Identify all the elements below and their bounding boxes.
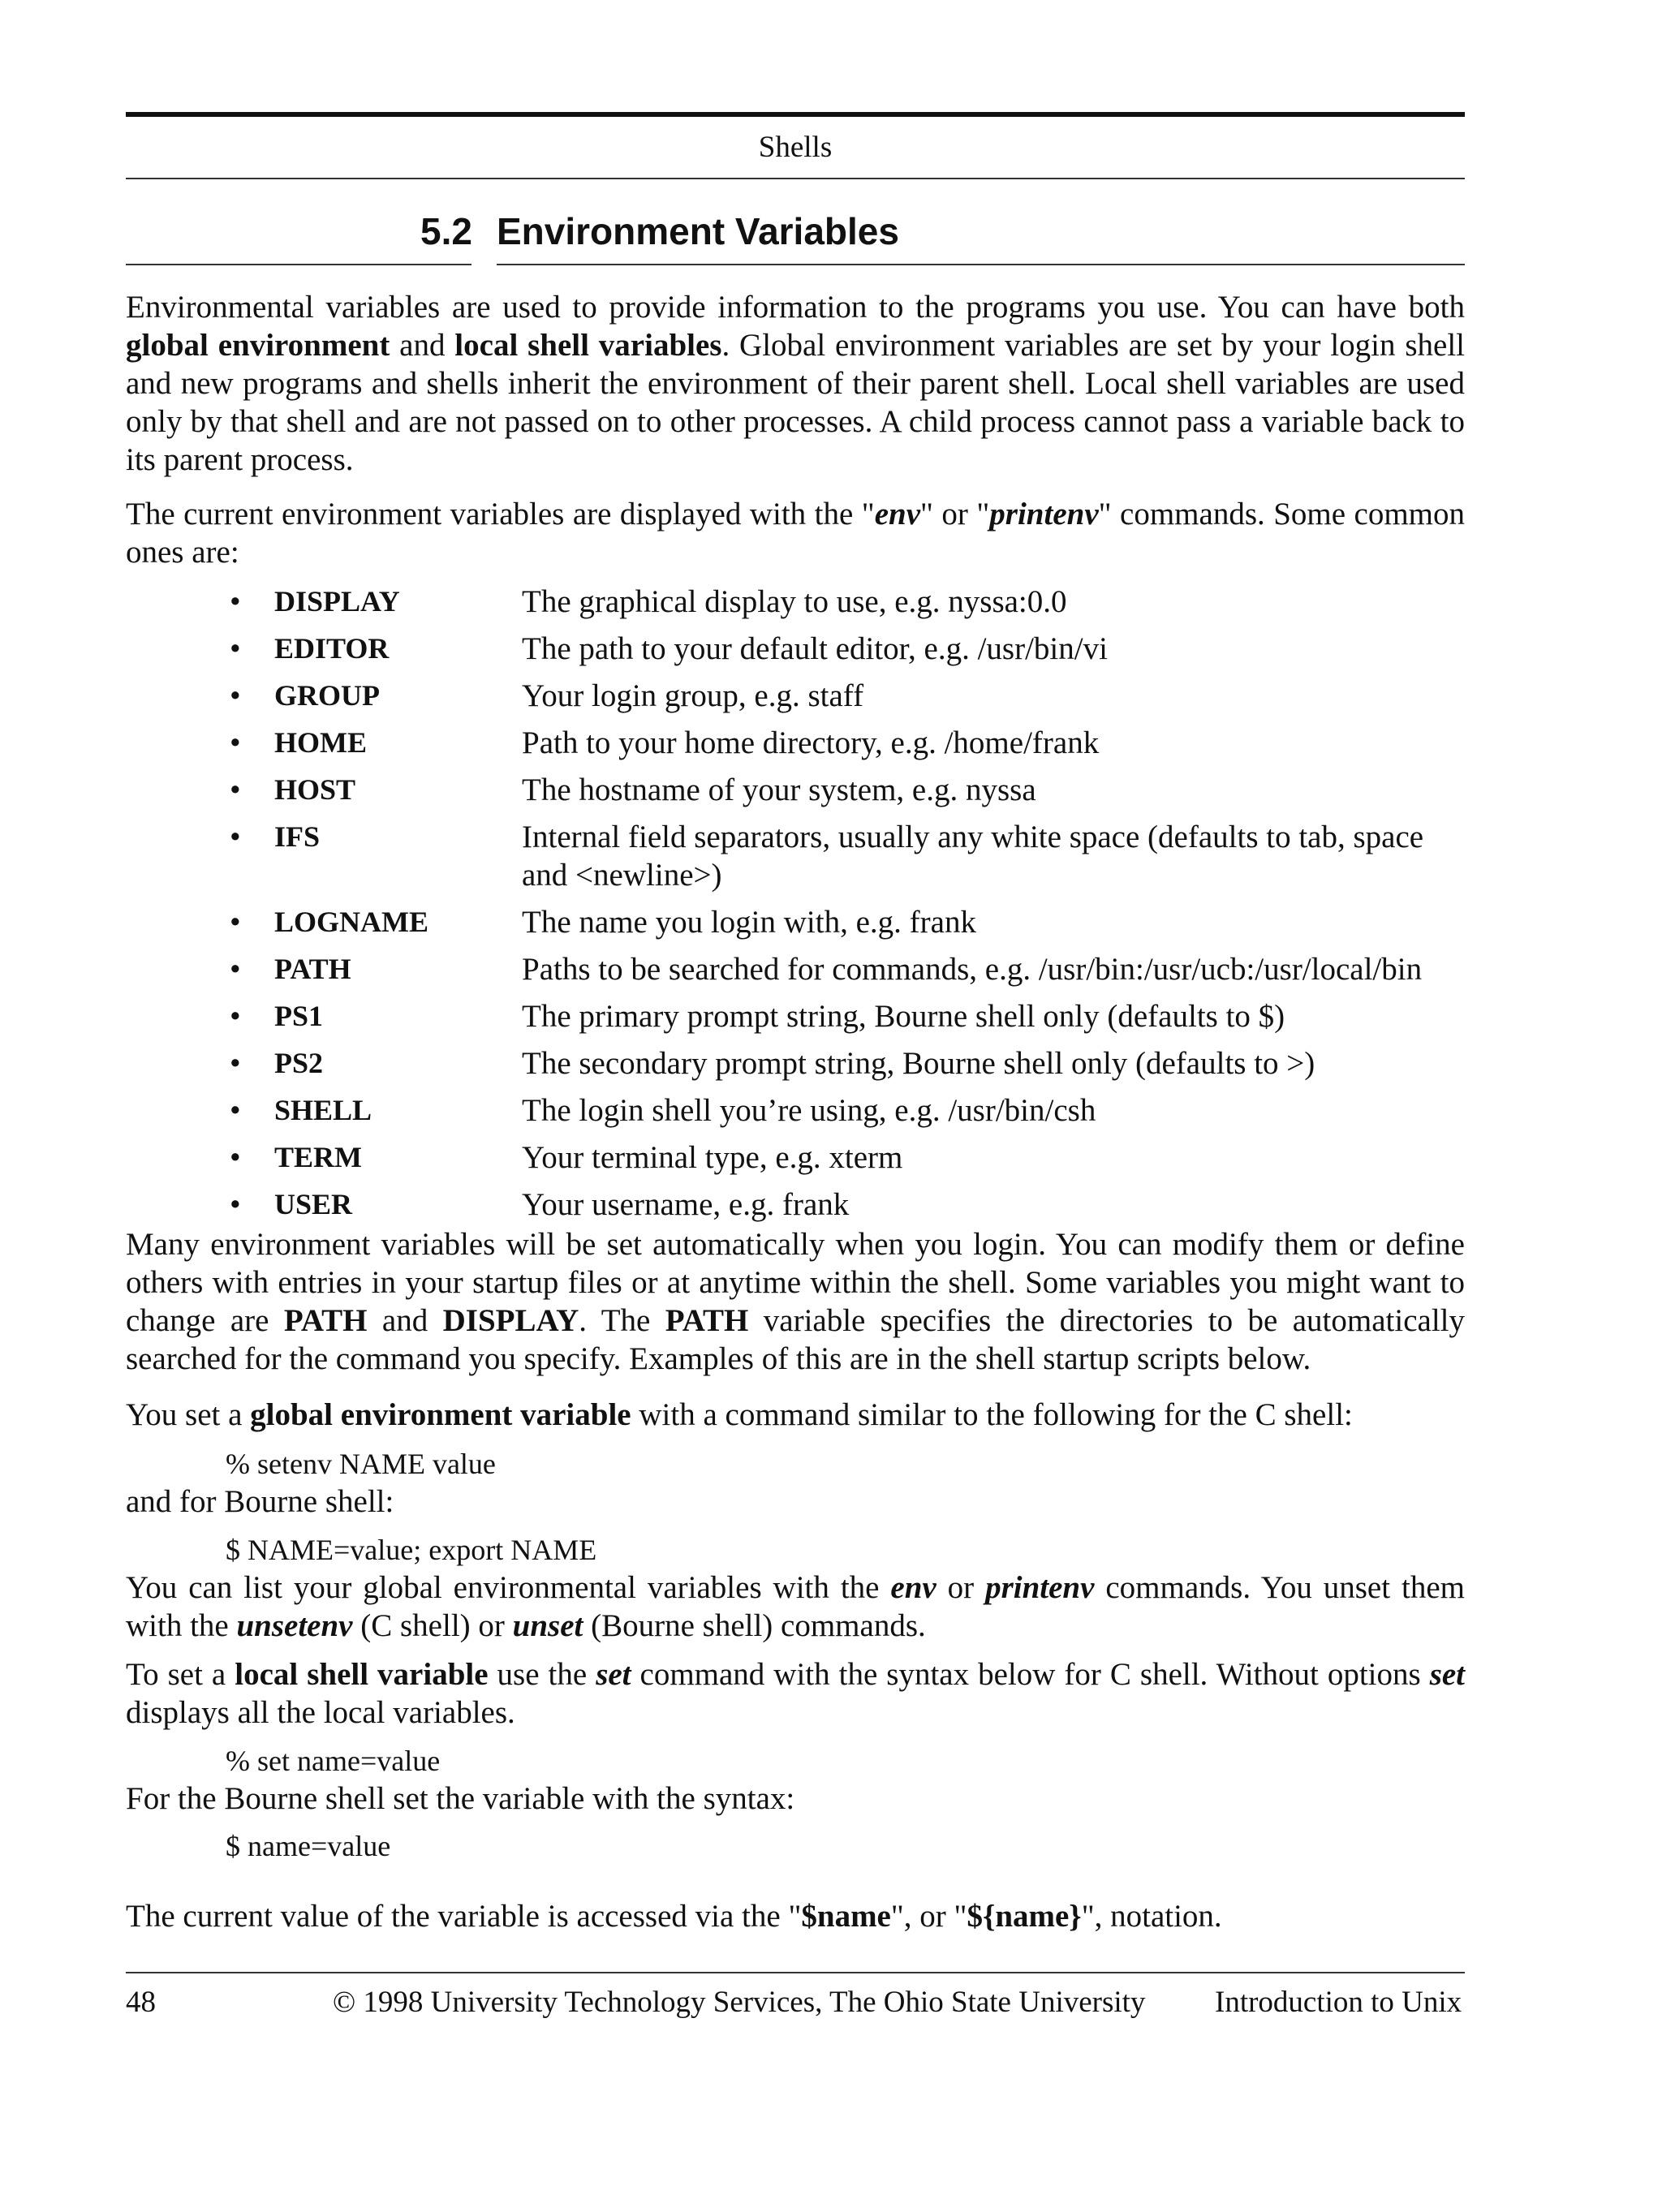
variable-description: Your username, e.g. frank [522, 1187, 850, 1222]
display-paragraph: The current environment variables are displayed with the "env" or "printenv" commands. Some common ones are: [126, 497, 1466, 570]
many-paragraph: Many environment variables will be set automatically when you login. You can modify them or define others with entries in your startup files or at anytime within the shell. Some variables you might want to change are PATH and DISPLAY. The PATH variable specifies the directories to be automatically searched for the command you specify. Examples of this are in the shell startup scripts below. [126, 1227, 1466, 1376]
variable-name: IFS [274, 820, 321, 853]
page-number: 48 [126, 1986, 156, 2019]
bullet: • [230, 725, 241, 760]
bourne-set-label: For the Bourne shell set the variable with the syntax: [126, 1781, 795, 1816]
bullet: • [230, 678, 241, 713]
bullet: • [230, 905, 241, 940]
variable-name: PS1 [274, 1000, 324, 1032]
bullet: • [230, 1140, 241, 1175]
list-item [126, 771, 1465, 809]
variable-name: EDITOR [274, 632, 390, 665]
list-item [126, 583, 1465, 621]
list-item [126, 950, 1465, 988]
variable-description: The graphical display to use, e.g. nyssa:0.0 [522, 584, 1067, 619]
code-export: $ NAME=value; export NAME [226, 1534, 597, 1566]
bullet: • [230, 1093, 241, 1128]
intro-paragraph: Environmental variables are used to provide information to the programs you use. You can have both global environment and local shell variables. Global environment variables are set by your login shell and new programs and shells inherit the environment of their parent shell. Local shell variables are used only by that shell and are not passed on to other processes. A child process cannot pass a variable back to its parent process. [126, 290, 1466, 477]
section-number: 5.2 [420, 210, 472, 252]
bourne-label: and for Bourne shell: [126, 1484, 394, 1519]
header-rule [126, 112, 1465, 117]
variable-name: LOGNAME [274, 906, 429, 938]
list-item [126, 1138, 1465, 1177]
variable-name: DISPLAY [274, 585, 400, 618]
variable-name: PS2 [274, 1047, 324, 1079]
global-paragraph: You set a global environment variable with a command similar to the following for the C shell: [126, 1397, 1353, 1432]
variable-description: Your terminal type, e.g. xterm [522, 1140, 903, 1175]
variable-name: TERM [274, 1141, 362, 1173]
bullet: • [230, 772, 241, 807]
bullet: • [230, 952, 241, 987]
bullet: • [230, 999, 241, 1034]
heading-rule-right [497, 264, 1465, 265]
variable-description: The path to your default editor, e.g. /usr/bin/vi [522, 631, 1108, 666]
variable-description: The hostname of your system, e.g. nyssa [522, 772, 1036, 807]
variable-description: Paths to be searched for commands, e.g. /usr/bin:/usr/ucb:/usr/local/bin [522, 952, 1423, 987]
list-item [126, 724, 1465, 762]
access-paragraph: The current value of the variable is accessed via the "$name", or "${name}", notation. [126, 1899, 1222, 1934]
bullet: • [230, 820, 241, 854]
variable-description: The login shell you’re using, e.g. /usr/bin/csh [522, 1093, 1096, 1128]
variable-description: Path to your home directory, e.g. /home/frank [522, 725, 1100, 760]
footer-divider [126, 1972, 1465, 1973]
variable-name: SHELL [274, 1094, 372, 1126]
book-title: Introduction to Unix [1215, 1986, 1462, 2019]
code-setenv: % setenv NAME value [226, 1448, 496, 1480]
code-assign: $ name=value [226, 1830, 391, 1862]
list-item [126, 1186, 1465, 1224]
list-item [126, 1044, 1465, 1082]
list-item [126, 630, 1465, 668]
bullet: • [230, 1187, 241, 1222]
variable-name: PATH [274, 953, 351, 985]
list-item [126, 1091, 1465, 1130]
list-item [126, 818, 1465, 894]
variable-name: USER [274, 1188, 353, 1220]
variable-list [126, 583, 1465, 1233]
variable-name: HOST [274, 773, 356, 806]
variable-name: HOME [274, 726, 367, 759]
variable-description: The name you login with, e.g. frank [522, 905, 976, 940]
header-divider [126, 178, 1465, 179]
running-head: Shells [758, 131, 833, 164]
code-set: % set name=value [226, 1745, 441, 1777]
list-item [126, 997, 1465, 1035]
bullet: • [230, 631, 241, 666]
variable-description: The primary prompt string, Bourne shell only (defaults to $) [522, 999, 1285, 1034]
list-paragraph: You can list your global environmental variables with the env or printenv commands. You unset them with the unsetenv (C shell) or unset (Bourne shell) commands. [126, 1570, 1465, 1643]
local-paragraph: To set a local shell variable use the set command with the syntax below for C shell. Without options set displays all the local variables. [126, 1657, 1466, 1730]
copyright: © 1998 University Technology Services, The Ohio State University [333, 1986, 1146, 2019]
variable-name: GROUP [274, 679, 380, 712]
list-item [126, 903, 1465, 941]
variable-description: Internal field separators, usually any white space (defaults to tab, space and <newline>) [522, 820, 1424, 893]
bullet: • [230, 1046, 241, 1081]
bullet: • [230, 584, 241, 619]
list-item [126, 677, 1465, 715]
heading-rule-left [126, 264, 471, 265]
section-title: Environment Variables [497, 210, 899, 252]
variable-description: The secondary prompt string, Bourne shell only (defaults to >) [522, 1046, 1315, 1081]
variable-description: Your login group, e.g. staff [522, 678, 864, 713]
